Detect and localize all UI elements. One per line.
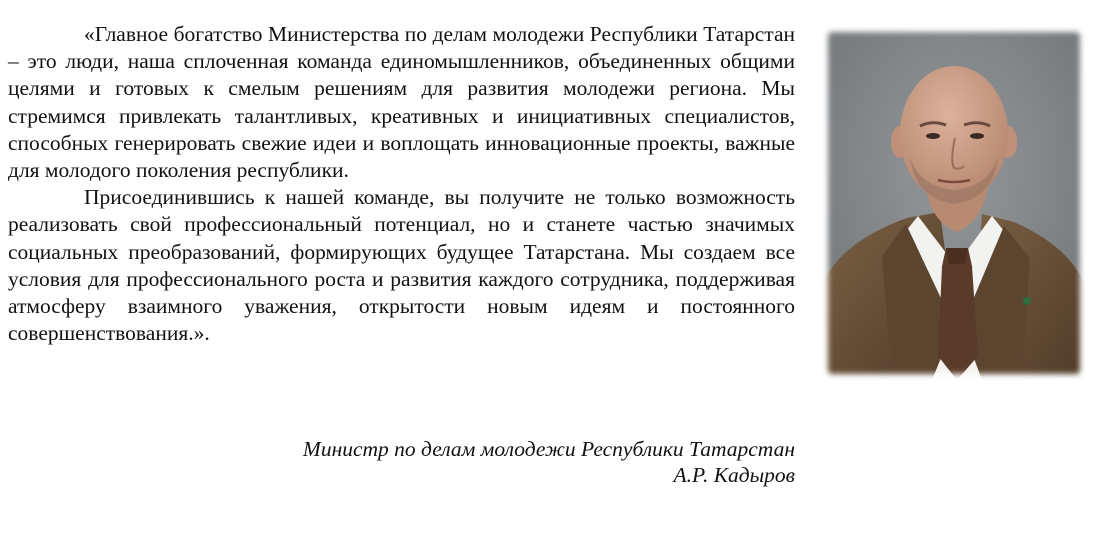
signature-name: А.Р. Кадыров bbox=[673, 463, 795, 487]
portrait-icon bbox=[822, 26, 1086, 380]
quote-block bbox=[8, 21, 795, 347]
quote-paragraph-2: Присоединившись к нашей команде, вы получите не только возможность реализовать свой профессиональный потенциал, но и станете частью значимых социальных преобразований, формирующих будущее Татарстана. Мы создаем все условия для профессионального роста и развития каждого сотрудника, поддерживая атмосферу взаимного уважения, открытости новым идеям и постоянного совершенствования.». bbox=[8, 185, 795, 346]
signature bbox=[200, 436, 795, 488]
portrait-photo bbox=[822, 26, 1086, 380]
signature-position: Министр по делам молодежи Республики Татарстан bbox=[302, 437, 795, 461]
quote-paragraph-1: «Главное богатство Министерства по делам молодежи Республики Татарстан – это люди, наша сплоченная команда единомышленников, объединенных общими целями и готовых к смелым решениям для развития молодежи региона. Мы стремимся привлекать талантливых, креативных и инициативных специалистов, способных генерировать свежие идеи и воплощать инновационные проекты, важные для молодого поколения республики. bbox=[8, 22, 795, 183]
